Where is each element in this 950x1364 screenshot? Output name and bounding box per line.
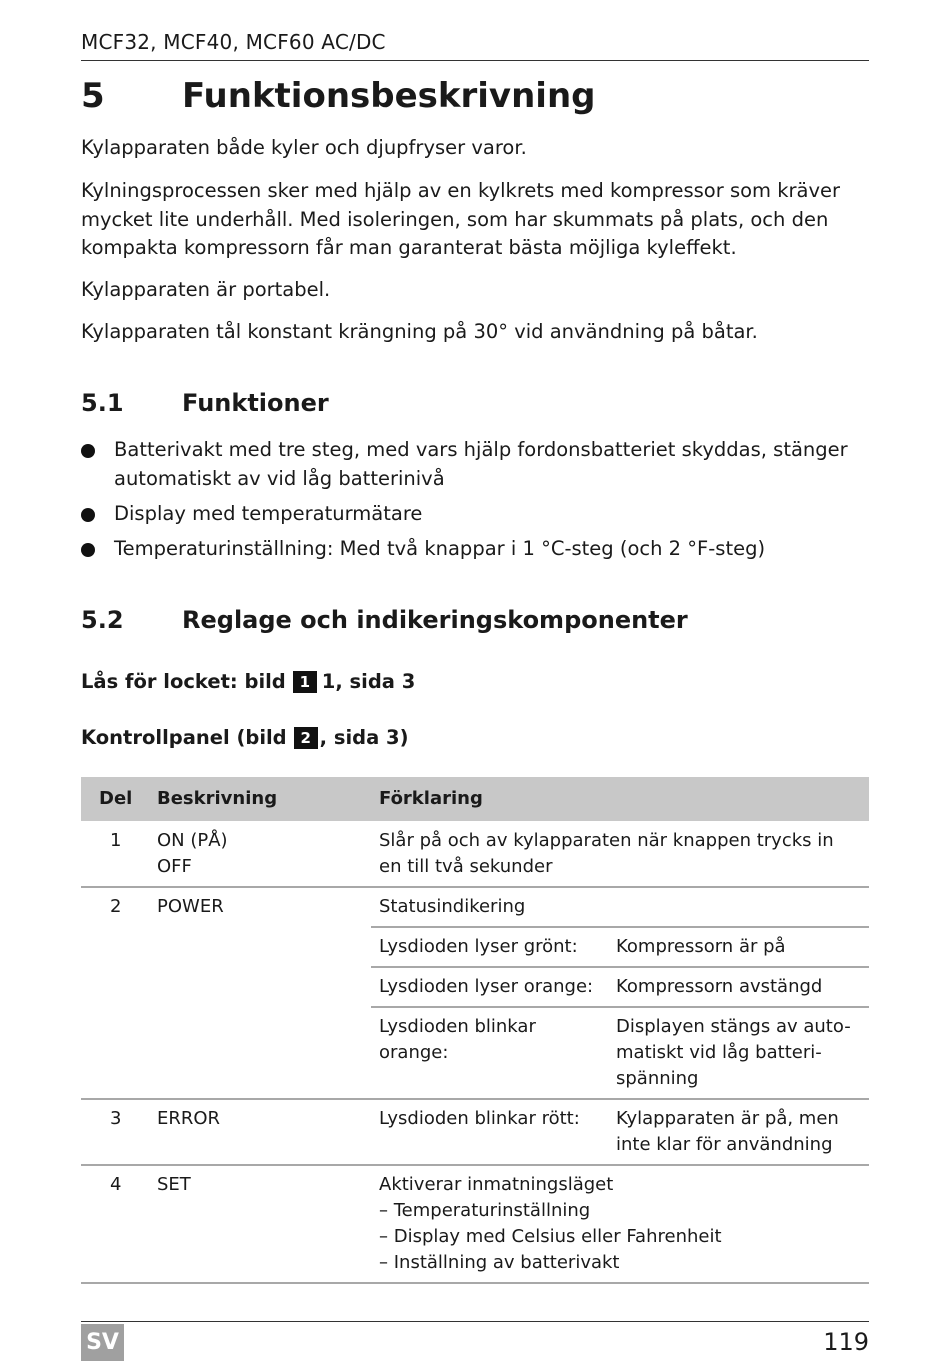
- paragraph: Kylapparaten är portabel.: [81, 278, 331, 301]
- subsection-title: Reglage och indikeringskomponenter: [182, 606, 688, 634]
- bullet-item: [81, 535, 871, 564]
- subsection-heading: [81, 606, 688, 634]
- cell-del: 4: [110, 1174, 122, 1195]
- paragraph: Kylapparaten tål konstant krängning på 30° vid användning på båtar.: [81, 320, 758, 343]
- language-badge: SV: [81, 1324, 124, 1361]
- page-number: 119: [823, 1328, 869, 1356]
- bullet-item: [81, 500, 871, 529]
- row-divider: [81, 1164, 869, 1166]
- subsection-number: 5.1: [81, 389, 124, 417]
- bullet-text: Display med temperaturmätare: [114, 502, 423, 525]
- panel-label-suffix: , sida 3): [319, 726, 409, 749]
- subrow-divider: [371, 926, 869, 928]
- section-heading: [81, 76, 596, 116]
- cell-explanation: en till två sekunder: [379, 856, 553, 877]
- subrow-divider: [371, 966, 869, 968]
- cell-description: OFF: [157, 856, 192, 877]
- row-divider: [81, 1282, 869, 1284]
- cell-description: ON (PÅ): [157, 830, 228, 851]
- cell-description: SET: [157, 1174, 191, 1195]
- section-title: Funktionsbeskrivning: [182, 76, 596, 116]
- cell-meaning: Kompressorn avstängd: [616, 976, 823, 997]
- cell-state: Lysdioden blinkar rött:: [379, 1108, 580, 1129]
- header-divider: [81, 60, 869, 61]
- cell-state: orange:: [379, 1042, 449, 1063]
- bullet-dot-icon: [81, 444, 95, 458]
- cell-meaning: Kylapparaten är på, men: [616, 1108, 839, 1129]
- subsection-number: 5.2: [81, 606, 124, 634]
- cell-description: ERROR: [157, 1108, 221, 1129]
- bullet-text: Batterivakt med tre steg, med vars hjälp fordonsbatteriet skyddas, stänger automatiskt av vid låg batterinivå: [114, 438, 848, 490]
- cell-meaning: Kompressorn är på: [616, 936, 786, 957]
- bullet-dot-icon: [81, 508, 95, 522]
- bullet-dot-icon: [81, 543, 95, 557]
- panel-reference: [81, 726, 409, 749]
- cell-explanation: – Temperaturinställning: [379, 1200, 591, 1221]
- cell-explanation: – Inställning av batterivakt: [379, 1252, 620, 1273]
- cell-del: 1: [110, 830, 122, 851]
- cell-explanation: Aktiverar inmatningsläget: [379, 1174, 614, 1195]
- subrow-divider: [371, 1006, 869, 1008]
- subsection-title: Funktioner: [182, 389, 329, 417]
- cell-state: Lysdioden lyser grönt:: [379, 936, 578, 957]
- paragraph: Kylapparaten både kyler och djupfryser varor.: [81, 136, 527, 159]
- panel-label: Kontrollpanel (bild: [81, 726, 287, 749]
- bullet-text: Temperaturinställning: Med två knappar i 1 °C-steg (och 2 °F-steg): [114, 537, 766, 560]
- cell-explanation: Slår på och av kylapparaten när knappen trycks in: [379, 830, 834, 851]
- lock-reference: [81, 670, 415, 693]
- cell-meaning: Displayen stängs av auto-: [616, 1016, 851, 1037]
- bullet-item: [81, 436, 871, 493]
- footer-divider: [81, 1321, 869, 1322]
- cell-del: 2: [110, 896, 122, 917]
- row-divider: [81, 1098, 869, 1100]
- section-number: 5: [81, 76, 105, 116]
- figure-badge: 2: [294, 727, 318, 749]
- cell-explanation: Statusindikering: [379, 896, 526, 917]
- lock-label: Lås för locket: bild: [81, 670, 286, 693]
- figure-badge: 1: [293, 671, 317, 693]
- subsection-heading: [81, 389, 329, 417]
- lock-label-suffix: 1, sida 3: [321, 670, 416, 693]
- row-divider: [81, 886, 869, 888]
- column-header-description: Beskrivning: [157, 788, 278, 809]
- cell-explanation: – Display med Celsius eller Fahrenheit: [379, 1226, 722, 1247]
- cell-state: Lysdioden lyser orange:: [379, 976, 594, 997]
- table-header: [81, 777, 869, 821]
- cell-meaning: matiskt vid låg batteri-: [616, 1042, 822, 1063]
- paragraph: Kylningsprocessen sker med hjälp av en kylkrets med kompressor som kräver mycket lite underhåll. Med isoleringen, som har skummats på plats, och den kompakta kompressorn får man garanterat bästa möjliga kyleffekt.: [81, 179, 841, 259]
- cell-meaning: inte klar för användning: [616, 1134, 833, 1155]
- column-header-del: Del: [99, 788, 133, 809]
- document-header: MCF32, MCF40, MCF60 AC/DC: [81, 30, 386, 54]
- cell-state: Lysdioden blinkar: [379, 1016, 536, 1037]
- column-header-explanation: Förklaring: [379, 788, 483, 809]
- cell-meaning: spänning: [616, 1068, 699, 1089]
- cell-description: POWER: [157, 896, 224, 917]
- cell-del: 3: [110, 1108, 122, 1129]
